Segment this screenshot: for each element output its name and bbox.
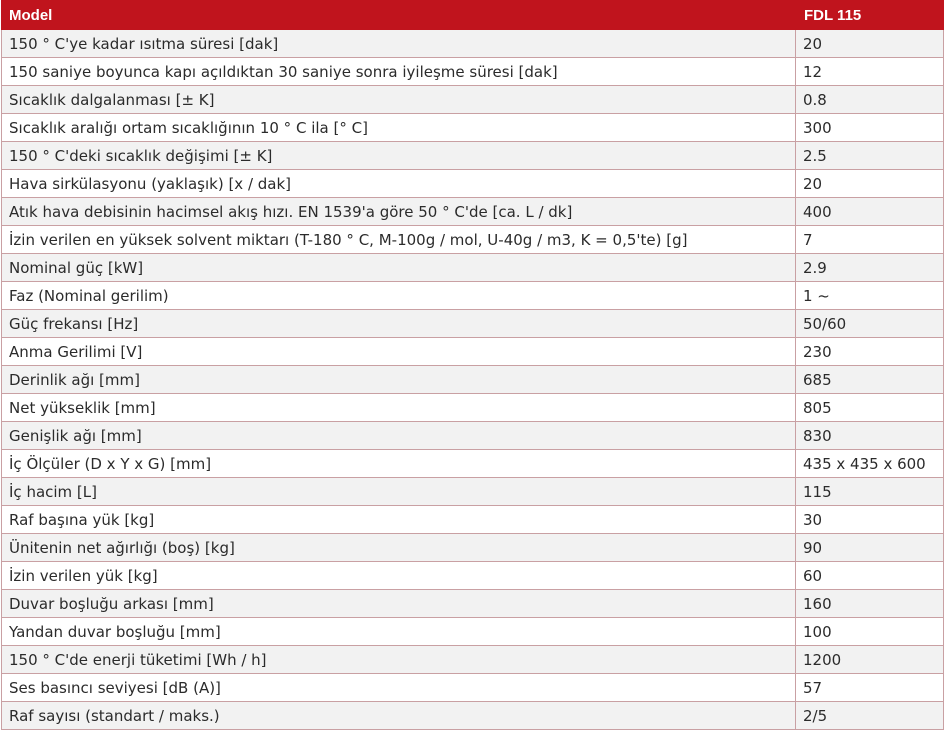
spec-value: 400 (796, 198, 944, 226)
spec-value: 30 (796, 506, 944, 534)
table-row (2, 450, 944, 478)
spec-label: Nominal güç [kW] (2, 254, 796, 282)
spec-value: 300 (796, 114, 944, 142)
spec-label: Yandan duvar boşluğu [mm] (2, 618, 796, 646)
spec-label: Ses basıncı seviyesi [dB (A)] (2, 674, 796, 702)
spec-label: İç hacim [L] (2, 478, 796, 506)
table-row (2, 422, 944, 450)
table-row (2, 114, 944, 142)
table-row (2, 86, 944, 114)
table-row (2, 646, 944, 674)
table-row (2, 506, 944, 534)
model-header-label: Model (2, 1, 796, 30)
spec-value: 2/5 (796, 702, 944, 730)
spec-label: İzin verilen yük [kg] (2, 562, 796, 590)
spec-value: 230 (796, 338, 944, 366)
spec-label: 150 ° C'ye kadar ısıtma süresi [dak] (2, 30, 796, 58)
spec-label: Net yükseklik [mm] (2, 394, 796, 422)
spec-value: 50/60 (796, 310, 944, 338)
table-row (2, 366, 944, 394)
header-row (2, 1, 944, 30)
spec-label: 150 ° C'de enerji tüketimi [Wh / h] (2, 646, 796, 674)
table-row (2, 618, 944, 646)
spec-label: Raf sayısı (standart / maks.) (2, 702, 796, 730)
spec-label: Güç frekansı [Hz] (2, 310, 796, 338)
table-row (2, 226, 944, 254)
table-row (2, 142, 944, 170)
spec-value: 12 (796, 58, 944, 86)
spec-value: 115 (796, 478, 944, 506)
table-row (2, 674, 944, 702)
spec-value: 7 (796, 226, 944, 254)
spec-value: 90 (796, 534, 944, 562)
model-header-value: FDL 115 (796, 1, 944, 30)
table-row (2, 702, 944, 730)
table-row (2, 534, 944, 562)
spec-table-body (2, 30, 944, 730)
table-row (2, 170, 944, 198)
spec-value: 830 (796, 422, 944, 450)
table-row (2, 590, 944, 618)
spec-value: 60 (796, 562, 944, 590)
spec-value: 160 (796, 590, 944, 618)
spec-label: Sıcaklık aralığı ortam sıcaklığının 10 ° C ila [° C] (2, 114, 796, 142)
spec-value: 20 (796, 170, 944, 198)
table-row (2, 338, 944, 366)
spec-label: Derinlik ağı [mm] (2, 366, 796, 394)
table-row (2, 562, 944, 590)
table-row (2, 282, 944, 310)
table-row (2, 58, 944, 86)
spec-label: 150 saniye boyunca kapı açıldıktan 30 saniye sonra iyileşme süresi [dak] (2, 58, 796, 86)
spec-label: Genişlik ağı [mm] (2, 422, 796, 450)
spec-table-header (2, 1, 944, 30)
spec-value: 2.5 (796, 142, 944, 170)
spec-value: 1 ~ (796, 282, 944, 310)
spec-table (1, 0, 944, 730)
spec-label: Faz (Nominal gerilim) (2, 282, 796, 310)
spec-value: 57 (796, 674, 944, 702)
table-row (2, 310, 944, 338)
table-row (2, 394, 944, 422)
spec-value: 685 (796, 366, 944, 394)
spec-value: 435 x 435 x 600 (796, 450, 944, 478)
spec-label: Raf başına yük [kg] (2, 506, 796, 534)
spec-label: Hava sirkülasyonu (yaklaşık) [x / dak] (2, 170, 796, 198)
spec-value: 20 (796, 30, 944, 58)
spec-label: İzin verilen en yüksek solvent miktarı (T-180 ° C, M-100g / mol, U-40g / m3, K = 0,5'te) [g] (2, 226, 796, 254)
spec-label: İç Ölçüler (D x Y x G) [mm] (2, 450, 796, 478)
spec-value: 100 (796, 618, 944, 646)
spec-value: 0.8 (796, 86, 944, 114)
spec-label: 150 ° C'deki sıcaklık değişimi [± K] (2, 142, 796, 170)
spec-label: Duvar boşluğu arkası [mm] (2, 590, 796, 618)
spec-value: 1200 (796, 646, 944, 674)
spec-label: Ünitenin net ağırlığı (boş) [kg] (2, 534, 796, 562)
spec-value: 2.9 (796, 254, 944, 282)
table-row (2, 198, 944, 226)
table-row (2, 254, 944, 282)
spec-label: Sıcaklık dalgalanması [± K] (2, 86, 796, 114)
spec-label: Atık hava debisinin hacimsel akış hızı. EN 1539'a göre 50 ° C'de [ca. L / dk] (2, 198, 796, 226)
spec-value: 805 (796, 394, 944, 422)
table-row (2, 30, 944, 58)
table-row (2, 478, 944, 506)
spec-label: Anma Gerilimi [V] (2, 338, 796, 366)
